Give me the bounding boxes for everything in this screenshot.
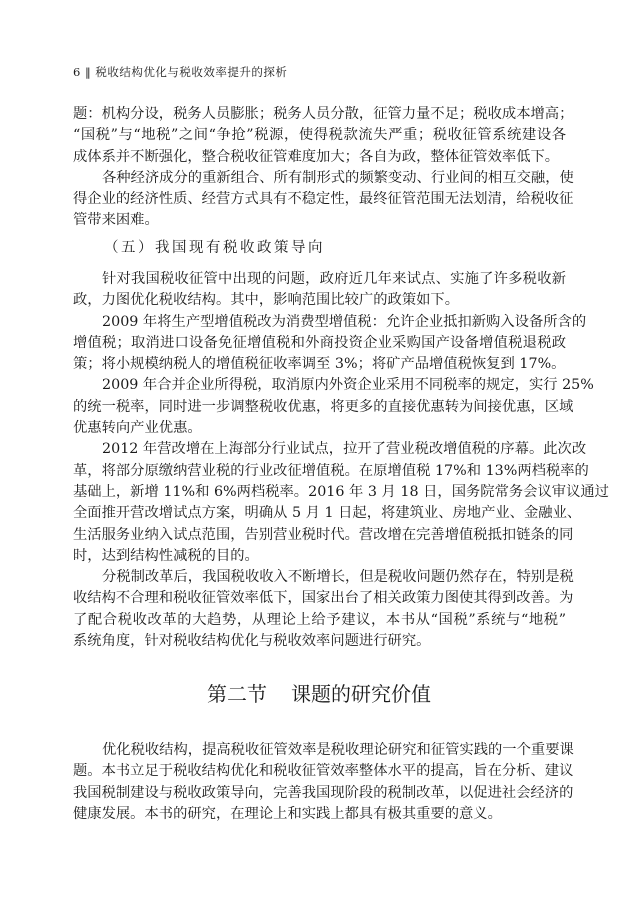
- section-title: [0, 678, 638, 707]
- text-line: 全面推开营改增试点方案，明确从 5 月 1 日起，将建筑业、房地产业、金融业、: [73, 505, 582, 522]
- text-line: “国税”与“地税”之间“争抢”税源，使得税款流失严重；税收征管系统建设各: [73, 127, 566, 144]
- subheading: （五）我国现有税收政策导向: [104, 240, 325, 256]
- book-title: 税收结构优化与税收效率提升的探析: [95, 65, 288, 79]
- text-line: 收结构不合理和税收征管效率低下，国家出台了相关政策力图使其得到改善。为: [73, 590, 574, 607]
- text-line: 革，将部分原缴纳营业税的行业改征增值税。在原增值税 17%和 13%两档税率的: [73, 462, 589, 479]
- text-line: 策；将小规模纳税人的增值税征收率调至 3%；将矿产品增值税恢复到 17%。: [73, 356, 566, 373]
- text-line: 时，达到结构性减税的目的。: [73, 547, 259, 564]
- text-line: 题。本书立足于税收结构优化和税收征管效率整体水平的提高，旨在分析、建议: [73, 763, 574, 780]
- paragraph: [73, 168, 574, 232]
- text-line: 管带来困难。: [73, 212, 159, 229]
- paragraph: [73, 104, 574, 168]
- paragraph-group-bottom: [73, 740, 574, 825]
- paragraph: [73, 567, 574, 652]
- text-line: 2012 年营改增在上海部分行业试点，拉开了营业税改增值税的序幕。此次改: [102, 441, 587, 458]
- paragraph: [73, 740, 574, 825]
- text-line: 系统角度，针对税收结构优化与税收效率问题进行研究。: [73, 633, 431, 650]
- paragraph-group-mid: [73, 269, 609, 652]
- text-line: 题：机构分设，税务人员膨胀；税务人员分散，征管力量不足；税收成本增高；: [73, 106, 574, 122]
- paragraph: [73, 269, 566, 312]
- text-line: 健康发展。本书的研究，在理论上和实践上都具有极其重要的意义。: [73, 805, 502, 822]
- paragraph: [73, 439, 609, 567]
- text-line: 各种经济成分的重新组合、所有制形式的频繁变动、行业间的相互交融，使: [102, 169, 574, 186]
- section-name: 课题的研究价值: [291, 682, 431, 706]
- text-line: 2009 年合并企业所得税，取消原内外资企业采用不同税率的规定，实行 25%: [102, 377, 594, 394]
- paragraph: [73, 312, 587, 376]
- text-line: 我国税制建设与税收政策导向，完善我国现阶段的税制改革，以促进社会经济的: [73, 784, 574, 801]
- text-line: 优化税收结构，提高税收征管效率是税收理论研究和征管实践的一个重要课: [102, 742, 574, 758]
- paragraph: [73, 375, 594, 439]
- text-line: 成体系并不断强化，整合税收征管难度加大；各自为政，整体征管效率低下。: [73, 148, 560, 165]
- text-line: 2009 年将生产型增值税改为消费型增值税：允许企业抵扣新购入设备所含的: [102, 313, 587, 330]
- text-line: 了配合税收改革的大趋势，从理论上给予建议，本书从“国税”系统与“地税”: [73, 611, 566, 628]
- section-number: 第二节: [207, 682, 267, 706]
- text-line: 优惠转向产业优惠。: [73, 420, 202, 437]
- text-line: 政，力图优化税收结构。其中，影响范围比较广的政策如下。: [73, 292, 460, 309]
- text-line: 的统一税率，同时进一步调整税收优惠，将更多的直接优惠转为间接优惠，区域: [73, 398, 574, 415]
- page-number: 6: [73, 65, 81, 79]
- text-line: 生活服务业纳入试点范围，告别营业税时代。营改增在完善增值税抵扣链条的同: [73, 526, 574, 543]
- text-line: 基础上，新增 11%和 6%两档税率。2016 年 3 月 18 日，国务院常务会议审议通过: [73, 483, 609, 500]
- text-line: 得企业的经济性质、经营方式具有不稳定性，最终征管范围无法划清，给税收征: [73, 191, 574, 208]
- text-line: 分税制改革后，我国税收收入不断增长，但是税收问题仍然存在，特别是税: [102, 569, 574, 586]
- header-separator: ‖: [84, 65, 92, 79]
- text-line: 针对我国税收征管中出现的问题，政府近几年来试点、实施了许多税收新: [102, 271, 566, 287]
- paragraph-group-top: [73, 104, 574, 232]
- text-line: 增值税；取消进口设备免征增值税和外商投资企业采购国产设备增值税退税政: [73, 334, 566, 351]
- running-header: [73, 64, 287, 80]
